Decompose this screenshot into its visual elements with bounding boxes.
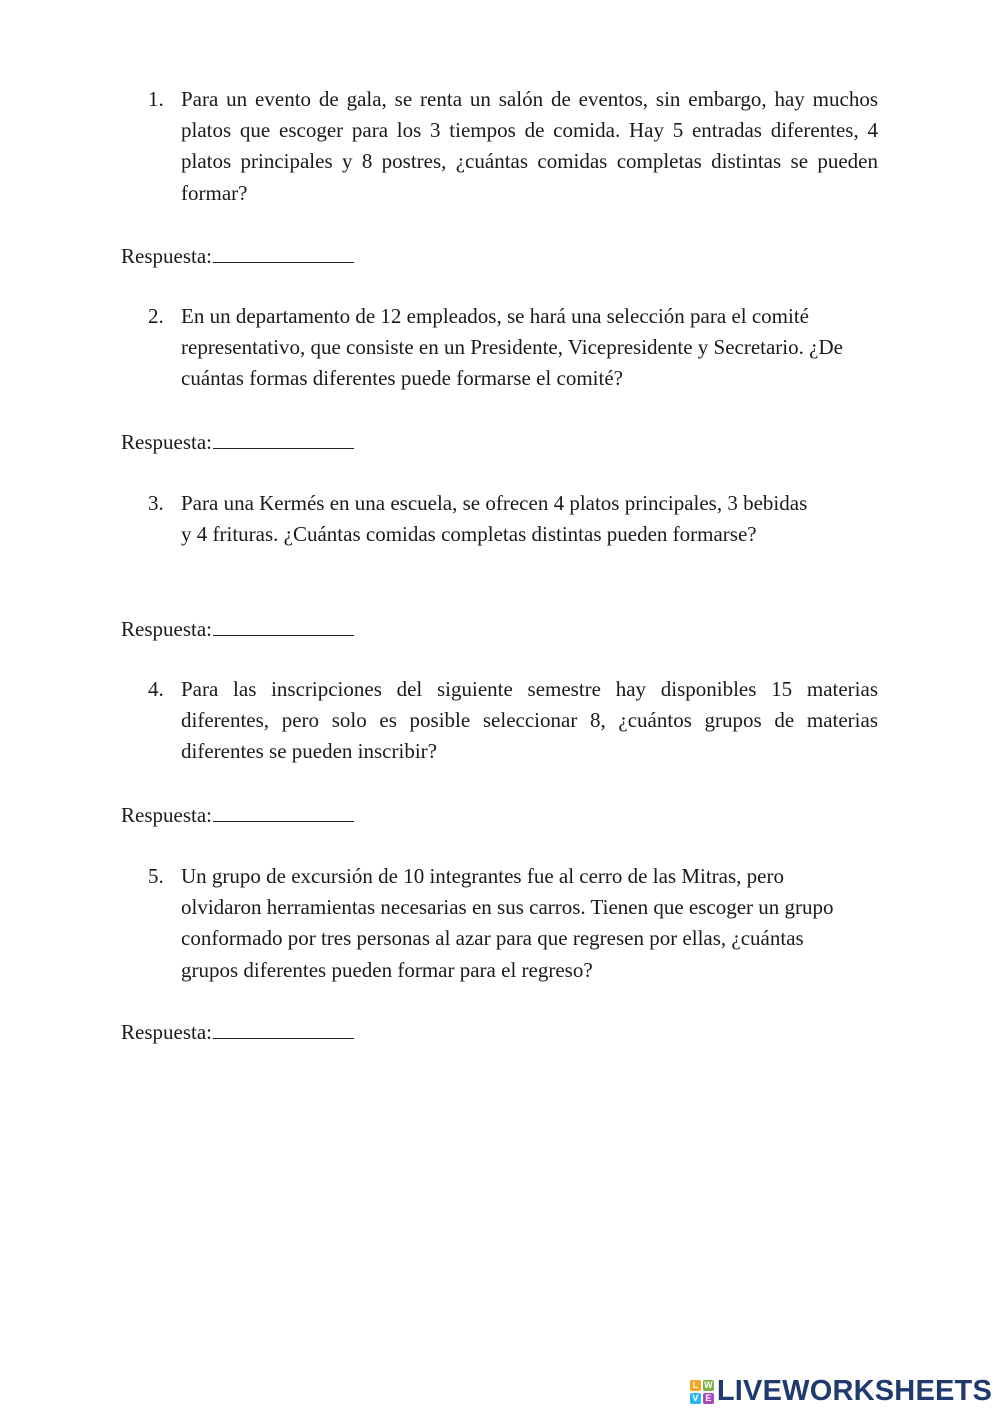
question-number: 5. — [148, 864, 164, 888]
logo-tile: W — [704, 1379, 713, 1390]
question-5 — [148, 861, 878, 986]
question-text: Para un evento de gala, se renta un salón de eventos, sin embargo, hay muchos platos que escoger para los 3 tiempos de comida. Hay 5 entradas diferentes, 4 platos principales y 8 postres, ¿cuántas comidas completas distintas se pueden formar? — [181, 87, 878, 205]
question-text: Para las inscripciones del siguiente semestre hay disponibles 15 materias diferentes, pero solo es posible seleccionar 8, ¿cuántos grupos de materias diferentes se pueden inscribir? — [181, 677, 878, 764]
answer-line-1 — [121, 240, 354, 271]
logo-tile: E — [703, 1393, 714, 1404]
question-number: 2. — [148, 304, 164, 328]
question-text: En un departamento de 12 empleados, se hará una selección para el comité representativo, que consiste en un Presidente, Vicepresidente y Secretario. ¿De cuántas formas diferentes puede formarse el comité? — [181, 304, 843, 391]
logo-text: LIVEWORKSHEETS — [716, 1375, 992, 1407]
question-1 — [148, 84, 878, 209]
question-number: 3. — [148, 491, 164, 515]
answer-blank-2[interactable] — [213, 426, 354, 449]
answer-label: Respuesta: — [121, 430, 212, 454]
question-2 — [148, 301, 878, 395]
logo-tile: L — [690, 1380, 701, 1391]
liveworksheets-logo — [690, 1375, 992, 1408]
logo-tile: V — [690, 1393, 701, 1404]
answer-line-3 — [121, 613, 354, 644]
answer-blank-4[interactable] — [213, 799, 354, 822]
answer-label: Respuesta: — [121, 803, 212, 827]
answer-label: Respuesta: — [121, 1020, 212, 1044]
answer-label: Respuesta: — [121, 244, 212, 268]
answer-line-5 — [121, 1016, 354, 1047]
question-text: Un grupo de excursión de 10 integrantes fue al cerro de las Mitras, pero olvidaron herramientas necesarias en sus carros. Tienen que escoger un grupo conformado por tres personas al azar para que regresen por ellas, ¿cuántas grupos diferentes pueden formar para el regreso? — [181, 864, 834, 982]
question-text: Para una Kermés en una escuela, se ofrecen 4 platos principales, 3 bebidas y 4 frituras. ¿Cuántas comidas completas distintas pueden formarse? — [181, 491, 808, 547]
answer-blank-1[interactable] — [213, 240, 354, 263]
answer-line-4 — [121, 799, 354, 830]
question-3 — [148, 488, 878, 550]
answer-blank-3[interactable] — [213, 613, 354, 636]
question-4 — [148, 674, 878, 768]
answer-blank-5[interactable] — [213, 1016, 354, 1039]
question-number: 1. — [148, 87, 164, 111]
logo-mark-icon — [690, 1380, 714, 1404]
answer-line-2 — [121, 426, 354, 457]
question-number: 4. — [148, 677, 164, 701]
answer-label: Respuesta: — [121, 617, 212, 641]
